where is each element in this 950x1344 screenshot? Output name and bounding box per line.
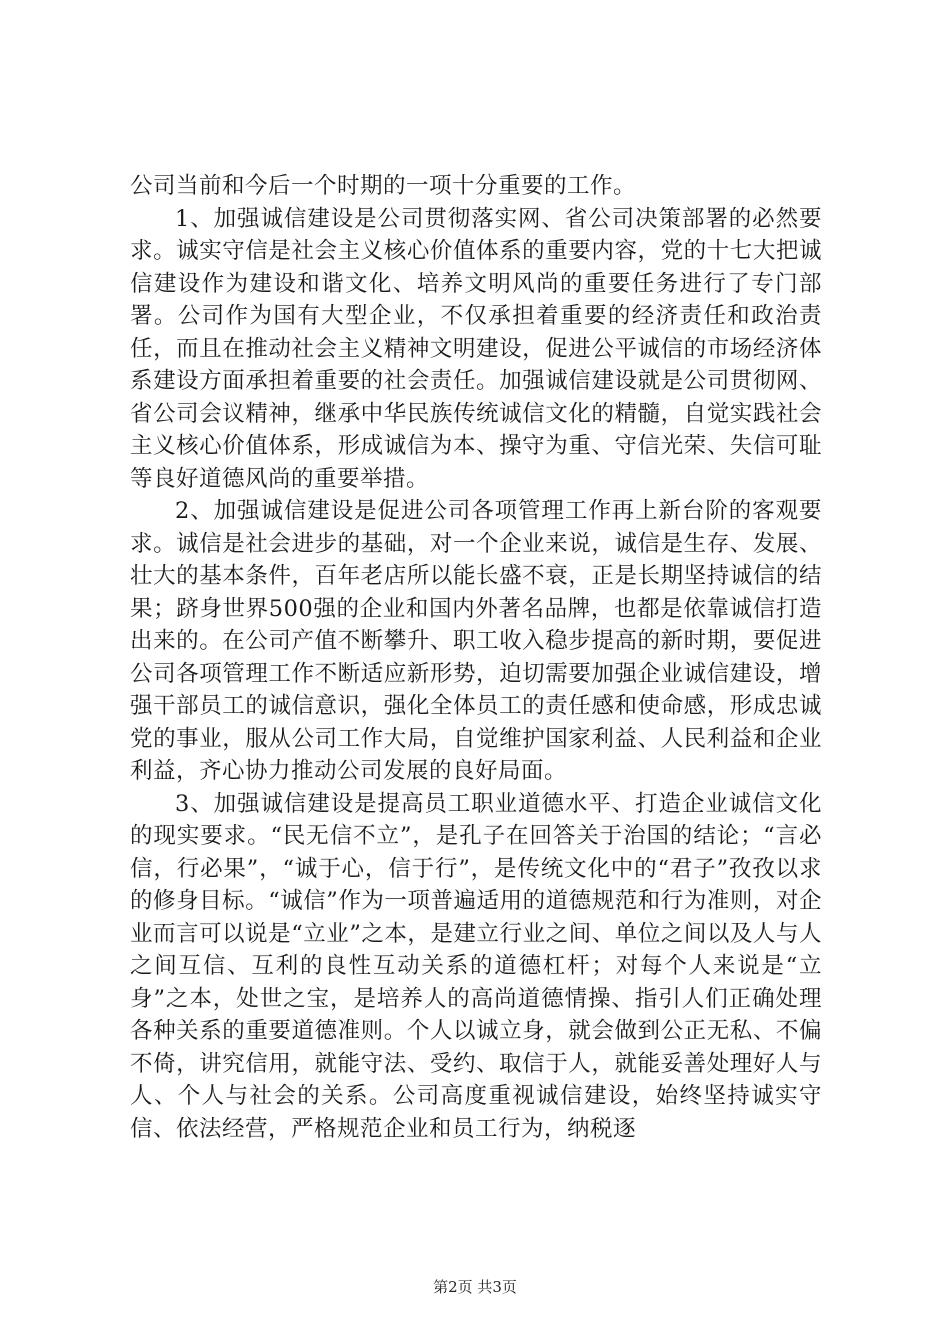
- page-number-footer: 第2页 共3页: [433, 1278, 517, 1296]
- document-body: [130, 170, 822, 1145]
- paragraph-2: 2、加强诚信建设是促进公司各项管理工作再上新台阶的客观要求。诚信是社会进步的基础，对一个企业来说，诚信是生存、发展、壮大的基本条件，百年老店所以能长盛不衰，正是长期坚持诚信的结果；跻身世界500强的企业和国内外著名品牌，也都是依靠诚信打造出来的。在公司产值不断攀升、职工收入稳步提高的新时期，要促进公司各项管理工作不断适应新形势，迫切需要加强企业诚信建设，增强干部员工的诚信意识，强化全体员工的责任感和使命感，形成忠诚党的事业，服从公司工作大局，自觉维护国家利益、人民利益和企业利益，齐心协力推动公司发展的良好局面。: [130, 498, 822, 784]
- paragraph-1: 1、加强诚信建设是公司贯彻落实网、省公司决策部署的必然要求。诚实守信是社会主义核心价值体系的重要内容，党的十七大把诚信建设作为建设和谐文化、培养文明风尚的重要任务进行了专门部署。公司作为国有大型企业，不仅承担着重要的经济责任和政治责任，而且在推动社会主义精神文明建设，促进公平诚信的市场经济体系建设方面承担着重要的社会责任。加强诚信建设就是公司贯彻网、省公司会议精神，继承中华民族传统诚信文化的精髓，自觉实践社会主义核心价值体系，形成诚信为本、操守为重、守信光荣、失信可耻等良好道德风尚的重要举措。: [130, 205, 822, 492]
- paragraph-3: 3、加强诚信建设是提高员工职业道德水平、打造企业诚信文化的现实要求。“民无信不立”，是孔子在回答关于治国的结论；“言必信，行必果”，“诚于心，信于行”，是传统文化中的“君子”孜孜以求的修身目标。“诚信”作为一项普遍适用的道德规范和行为准则，对企业而言可以说是“立业”之本，是建立行业之间、单位之间以及人与人之间互信、互利的良性互动关系的道德杠杆；对每个人来说是“立身”之本，处世之宝，是培养人的高尚道德情操、指引人们正确处理各种关系的重要道德准则。个人以诚立身，就会做到公正无私、不偏不倚，讲究信用，就能守法、受约、取信于人，就能妥善处理好人与人、个人与社会的关系。公司高度重视诚信建设，始终坚持诚实守信、依法经营，严格规范企业和员工行为，纳税逐: [130, 790, 822, 1142]
- paragraph-continuation: 公司当前和今后一个时期的一项十分重要的工作。: [130, 173, 637, 199]
